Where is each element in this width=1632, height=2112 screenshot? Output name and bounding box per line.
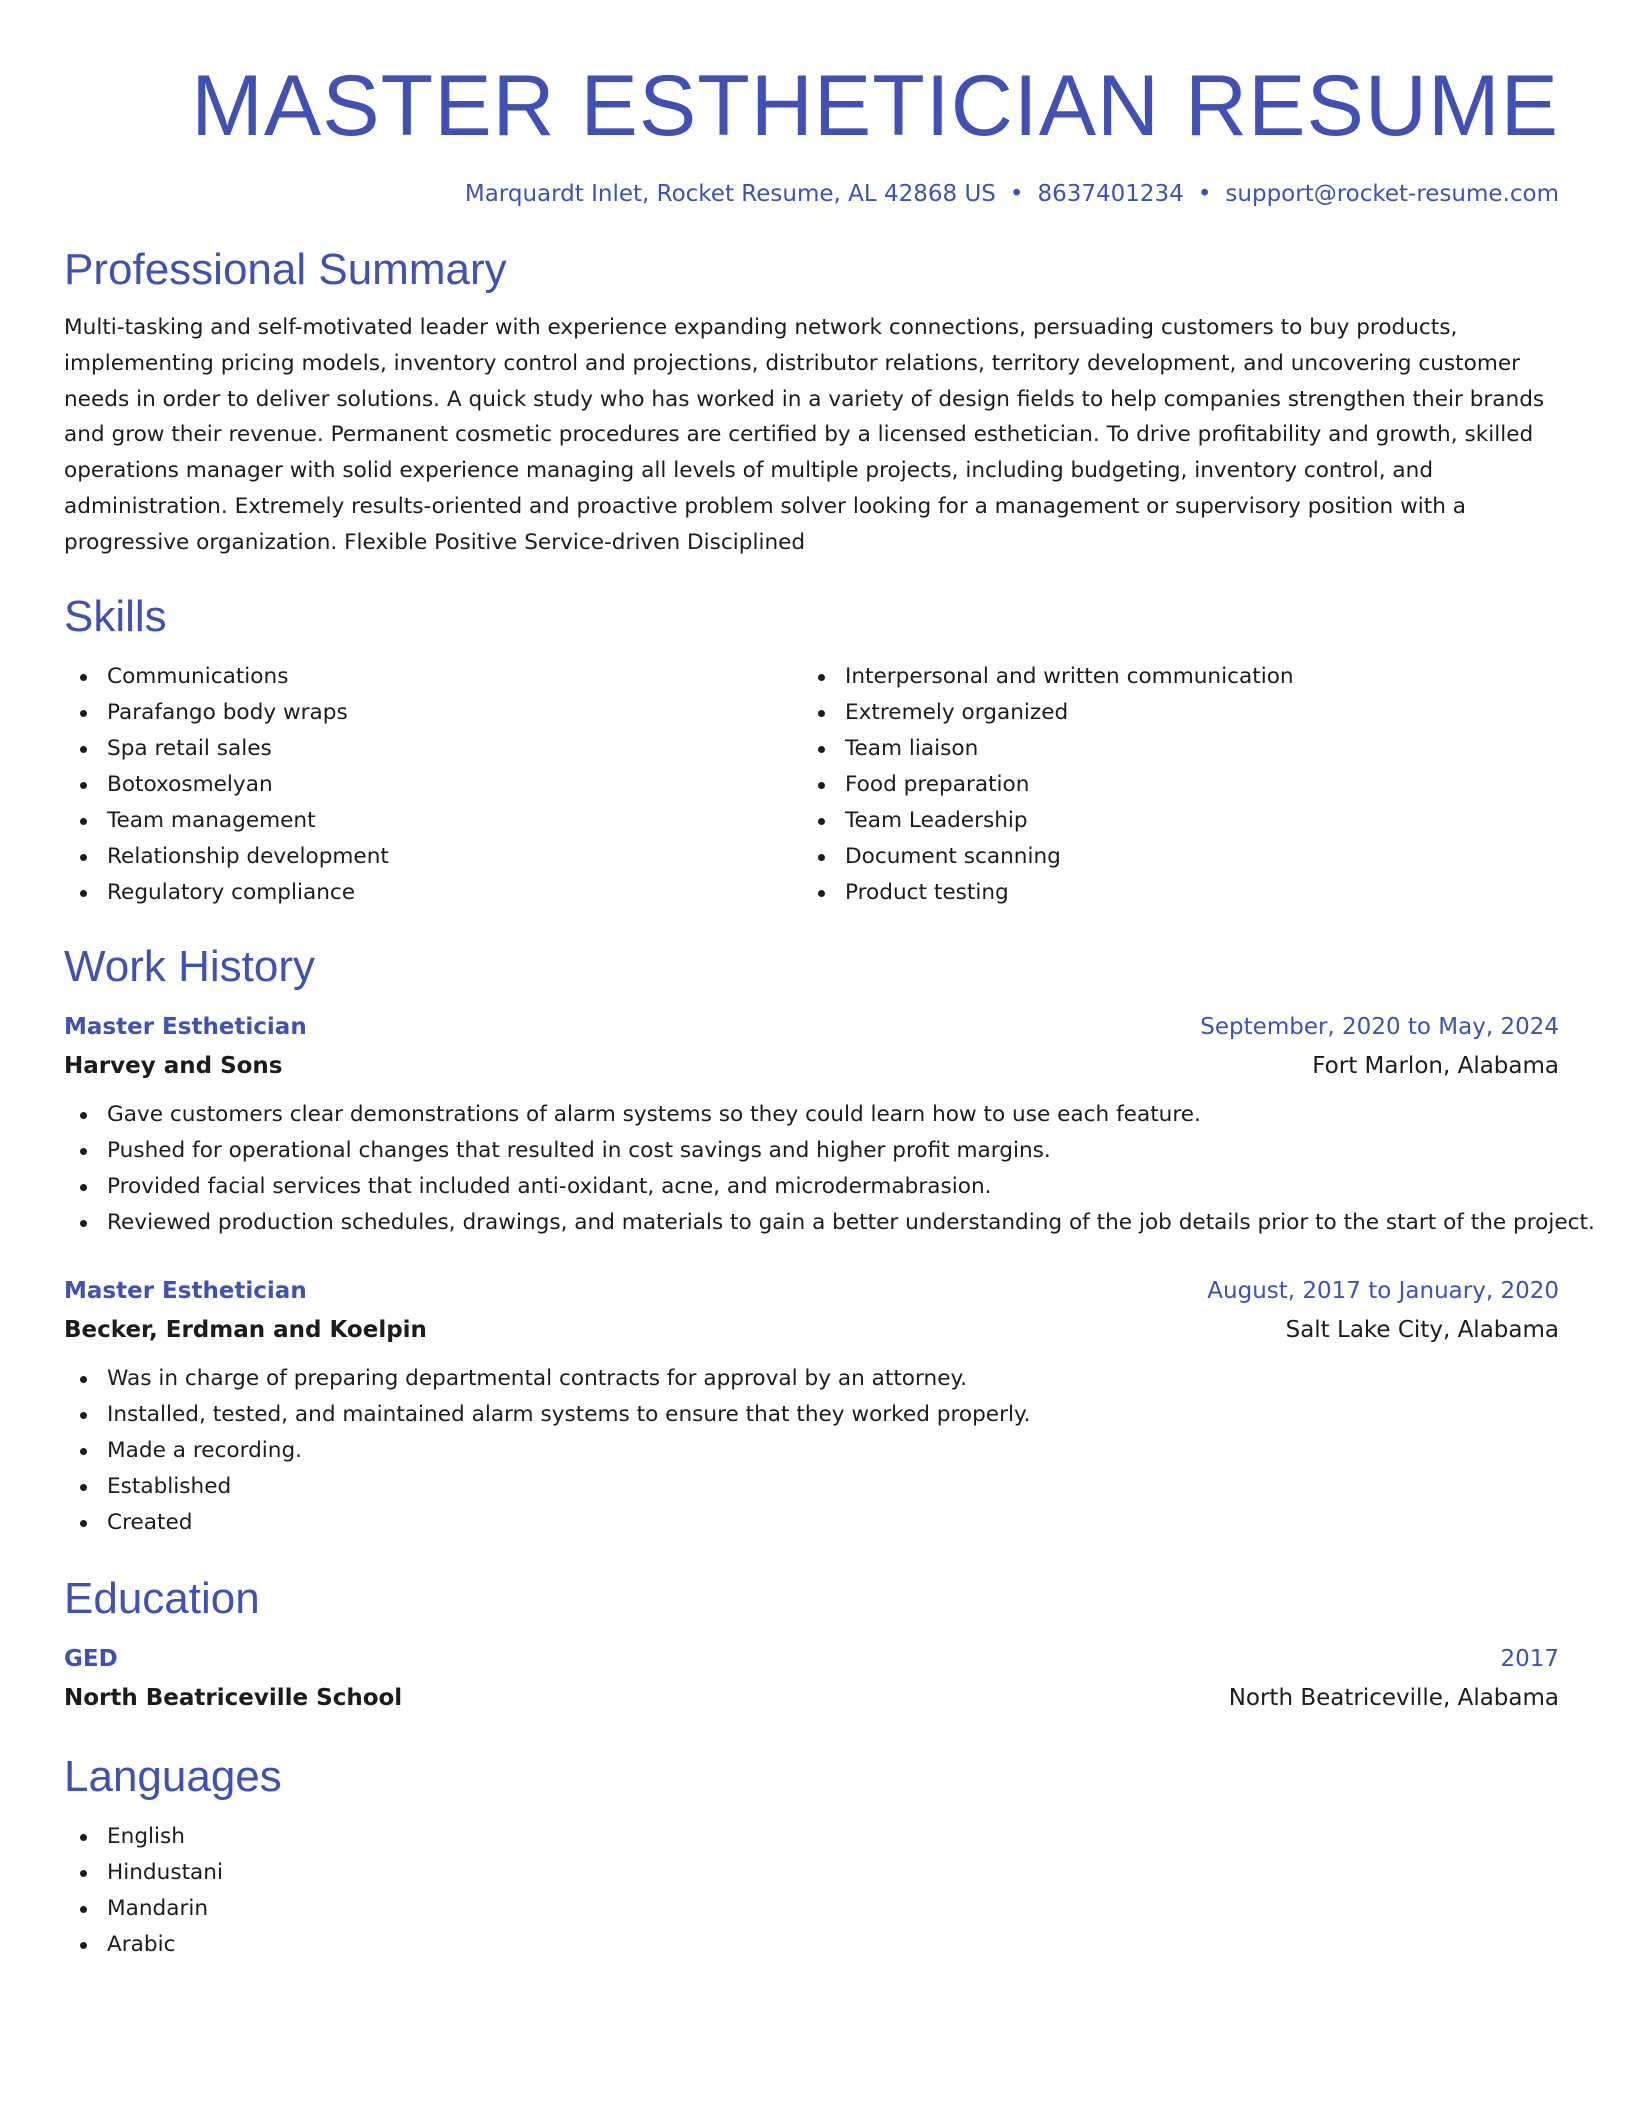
contact-phone: 8637401234 [1037, 181, 1184, 207]
job-subheader [64, 1047, 1559, 1085]
language-item: Hindustani [64, 1855, 1559, 1891]
job-duties [64, 1361, 1559, 1541]
job-duty: Provided facial services that included anti-oxidant, acne, and microdermabrasion. [64, 1169, 1559, 1205]
skill-item: Team Leadership [802, 803, 1559, 839]
skill-item: Document scanning [802, 839, 1559, 875]
contact-separator: • [1197, 181, 1212, 207]
skill-item: Relationship development [64, 839, 802, 875]
contact-email: support@rocket-resume.com [1225, 181, 1559, 207]
education-year: 2017 [1500, 1645, 1559, 1672]
skill-item: Parafango body wraps [64, 695, 802, 731]
job-duty: Reviewed production schedules, drawings, and materials to gain a better understanding of the job details prior to the start of the project. [64, 1205, 1559, 1241]
job-title: Master Esthetician [64, 1277, 307, 1304]
languages-list [64, 1819, 1559, 1963]
contact-line [64, 178, 1559, 210]
skill-item: Extremely organized [802, 695, 1559, 731]
resume-page [64, 0, 1595, 1963]
job-duty: Established [64, 1469, 1559, 1505]
education-header [64, 1639, 1559, 1679]
job-location: Fort Marlon, Alabama [1312, 1052, 1559, 1079]
education-degree: GED [64, 1645, 118, 1672]
job-header [64, 1007, 1559, 1047]
job-company: Becker, Erdman and Koelpin [64, 1316, 427, 1343]
skills-column-left [64, 659, 802, 911]
job-company: Harvey and Sons [64, 1052, 283, 1079]
skill-item: Team liaison [802, 731, 1559, 767]
skill-item: Interpersonal and written communication [802, 659, 1559, 695]
job-location: Salt Lake City, Alabama [1285, 1316, 1559, 1343]
work-history-heading: Work History [64, 941, 315, 991]
skill-item: Product testing [802, 875, 1559, 911]
summary-text: Multi-tasking and self-motivated leader with experience expanding network connections, persuading customers to buy products, implementing pricing models, inventory control and projections, distributor relations, territory development, and uncovering customer needs in order to deliver solutions. A quick study who has worked in a variety of design fields to help companies strengthen their brands and grow their revenue. Permanent cosmetic procedures are certified by a licensed esthetician. To drive profitability and growth, skilled operations manager with solid experience managing all levels of multiple projects, including budgeting, inventory control, and administration. Extremely results-oriented and proactive problem solver looking for a management or supervisory position with a progressive organization. Flexible Positive Service-driven Disciplined [64, 315, 1545, 555]
education-school: North Beatriceville School [64, 1684, 403, 1711]
job-duty: Installed, tested, and maintained alarm systems to ensure that they worked properly. [64, 1397, 1559, 1433]
education-subheader [64, 1679, 1559, 1717]
job-header [64, 1271, 1559, 1311]
job-dates: August, 2017 to January, 2020 [1207, 1277, 1559, 1304]
job-duty: Was in charge of preparing departmental contracts for approval by an attorney. [64, 1361, 1559, 1397]
job-duty: Gave customers clear demonstrations of alarm systems so they could learn how to use each feature. [64, 1097, 1559, 1133]
skills-column-right [802, 659, 1559, 911]
education-entry [64, 1639, 1559, 1717]
skill-item: Team management [64, 803, 802, 839]
language-item: Arabic [64, 1927, 1559, 1963]
job-entry [64, 1007, 1595, 1241]
job-subheader [64, 1311, 1559, 1349]
education-heading: Education [64, 1573, 260, 1623]
resume-title: MASTER ESTHETICIAN RESUME [191, 58, 1559, 154]
contact-separator: • [1009, 181, 1024, 207]
summary-heading: Professional Summary [64, 245, 507, 294]
skill-item: Food preparation [802, 767, 1559, 803]
job-title: Master Esthetician [64, 1013, 307, 1040]
job-dates: September, 2020 to May, 2024 [1200, 1013, 1559, 1040]
skill-item: Regulatory compliance [64, 875, 802, 911]
skill-item: Spa retail sales [64, 731, 802, 767]
skill-item: Communications [64, 659, 802, 695]
skills-heading: Skills [64, 591, 167, 641]
contact-address: Marquardt Inlet, Rocket Resume, AL 42868 US [464, 181, 996, 207]
skills-list [64, 659, 1559, 911]
job-duty: Made a recording. [64, 1433, 1559, 1469]
job-duties [64, 1097, 1595, 1241]
languages-heading: Languages [64, 1751, 282, 1801]
job-duty: Pushed for operational changes that resulted in cost savings and higher profit margins. [64, 1133, 1559, 1169]
skill-item: Botoxosmelyan [64, 767, 802, 803]
language-item: Mandarin [64, 1891, 1559, 1927]
education-location: North Beatriceville, Alabama [1228, 1684, 1559, 1711]
language-item: English [64, 1819, 1559, 1855]
job-entry [64, 1271, 1559, 1541]
job-duty: Created [64, 1505, 1559, 1541]
